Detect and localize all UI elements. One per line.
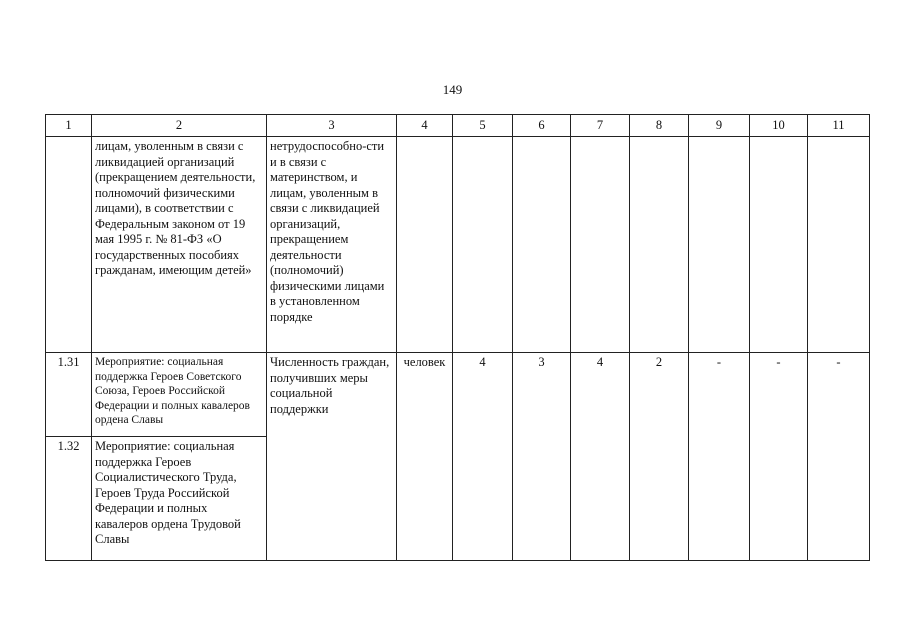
value-col-9: - xyxy=(689,353,750,561)
continuation-cell-10 xyxy=(750,137,808,353)
continuation-cell-7 xyxy=(571,137,630,353)
row-indicator: Численность граждан, получивших меры социальной поддержки xyxy=(267,353,397,561)
header-cell-10: 10 xyxy=(750,115,808,137)
header-cell-6: 6 xyxy=(513,115,571,137)
continuation-description: лицам, уволенным в связи с ликвидацией организаций (прекращением деятельности, полномочий физическими лицами), в соответствии с Федеральным законом от 19 мая 1995 г. № 81-ФЗ «О государственных пособиях гражданам, имеющим детей» xyxy=(92,137,267,353)
table-row-1-31 xyxy=(46,353,870,437)
continuation-cell-8 xyxy=(630,137,689,353)
header-cell-2: 2 xyxy=(92,115,267,137)
continuation-cell-4 xyxy=(397,137,453,353)
value-col-8: 2 xyxy=(630,353,689,561)
header-cell-5: 5 xyxy=(453,115,513,137)
continuation-indicator: нетрудоспособно-сти и в связи с материнством, и лицам, уволенным в связи с ликвидацией организаций, прекращением деятельности (полномочий) физическими лицами в установленном порядке xyxy=(267,137,397,353)
value-col-5: 4 xyxy=(453,353,513,561)
value-col-6: 3 xyxy=(513,353,571,561)
row-id: 1.32 xyxy=(46,437,92,561)
value-col-7: 4 xyxy=(571,353,630,561)
continuation-cell-11 xyxy=(808,137,870,353)
table-row-continuation xyxy=(46,137,870,353)
header-row xyxy=(46,115,870,137)
continuation-cell-9 xyxy=(689,137,750,353)
continuation-cell-6 xyxy=(513,137,571,353)
row-description: Мероприятие: социальная поддержка Героев Социалистического Труда, Героев Труда Российской Федерации и полных кавалеров ордена Трудовой Славы xyxy=(92,437,267,561)
header-cell-3: 3 xyxy=(267,115,397,137)
header-cell-7: 7 xyxy=(571,115,630,137)
continuation-cell-5 xyxy=(453,137,513,353)
data-table xyxy=(45,114,870,561)
header-cell-1: 1 xyxy=(46,115,92,137)
value-col-11: - xyxy=(808,353,870,561)
row-unit: человек xyxy=(397,353,453,561)
value-col-10: - xyxy=(750,353,808,561)
continuation-cell-1 xyxy=(46,137,92,353)
header-cell-9: 9 xyxy=(689,115,750,137)
row-id: 1.31 xyxy=(46,353,92,437)
header-cell-11: 11 xyxy=(808,115,870,137)
row-description: Мероприятие: социальная поддержка Героев Советского Союза, Героев Российской Федерации и полных кавалеров ордена Славы xyxy=(92,353,267,437)
header-cell-8: 8 xyxy=(630,115,689,137)
header-cell-4: 4 xyxy=(397,115,453,137)
page-number: 149 xyxy=(442,82,463,97)
